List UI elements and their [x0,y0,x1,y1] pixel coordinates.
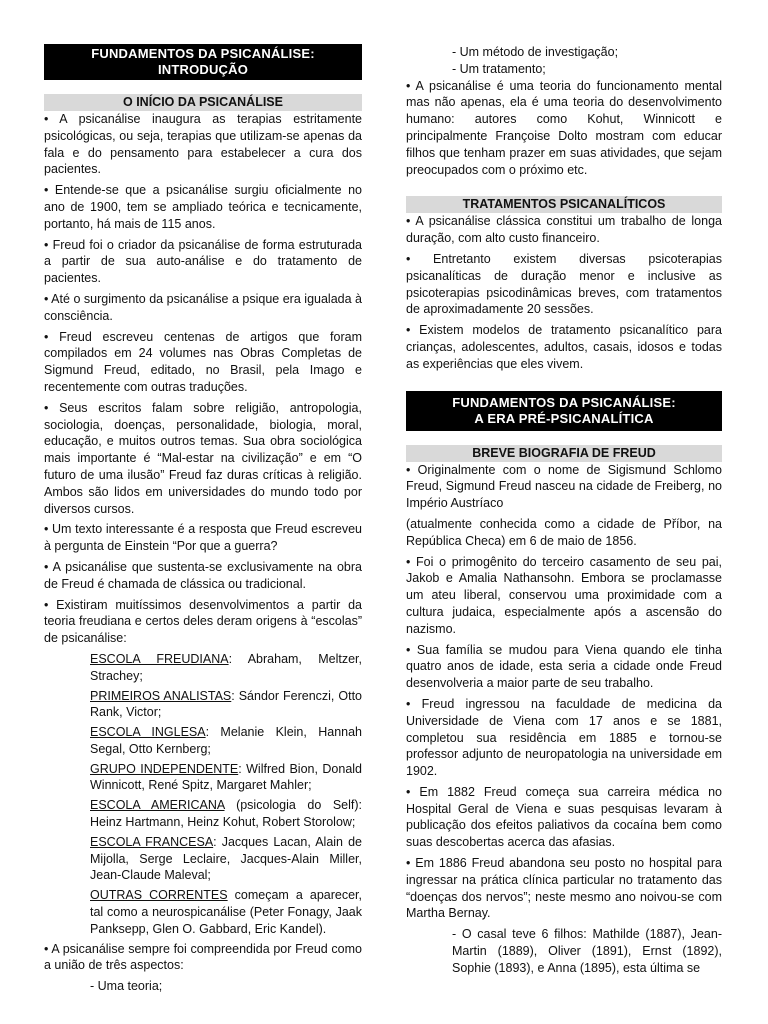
left-column [44,44,362,995]
school-name: OUTRAS CORRENTES [90,888,228,903]
aspect-item: - Um método de investigação; [452,45,619,59]
school-members: : Abraham, Meltzer, Strachey; [90,651,362,683]
paragraph: • Seus escritos falam sobre religião, antropologia, sociologia, doenças, personalidade, biologia, moral, educação, e muitos outros temas. Sua obra sociológica mais importante é “Mal-estar na civilização” e em “O futuro de uma ilusão” Freud faz duras críticas à religião. Ambos são lidos em universidades do mundo todo por diversos cursos. [44,400,362,516]
paragraph: • Existiram muitíssimos desenvolvimentos a partir da teoria freudiana e certos deles deram origens à “escolas” de psicanálise: [44,597,362,646]
paragraph: • A psicanálise inaugura as terapias estritamente psicológicas, ou seja, terapias que utilizam-se apenas da fala e do pensamento para estabelecer a cura dos pacientes. [44,112,362,177]
paragraph: • Em 1886 Freud abandona seu posto no hospital para ingressar na prática clínica particular no tratamento das “doenças dos nervos”; neste mesmo ano noivou-se com Martha Bernay. [406,856,722,921]
paragraph: • A psicanálise clássica constitui um trabalho de longa duração, com alto custo financeiro. [406,214,722,246]
school-item [90,797,362,831]
school-members: : Melanie Klein, Hannah Segal, Otto Kernberg; [90,725,362,756]
school-name: ESCOLA INGLESA [90,725,206,740]
paragraph: • Freud foi o criador da psicanálise de forma estruturada a partir de sua auto-análise e do tratamento de pacientes. [44,237,362,286]
school-item [90,761,362,795]
paragraph: • Em 1882 Freud começa sua carreira médica no Hospital Geral de Viena e suas pesquisas levaram à publicação dos efeitos paliativos da cocaína bem como suas descobertas acerca das afasias. [406,784,722,850]
school-members: : Sándor Ferenczi, Otto Rank, Victor; [90,688,362,720]
title-line: A ERA PRÉ-PSICANALÍTICA [474,410,654,426]
school-item [90,724,362,758]
paragraph: • Entende-se que a psicanálise surgiu oficialmente no ano de 1900, tem se ampliado teórica e tecnicamente, portanto, há mais de 115 anos. [44,183,362,231]
aspect-item: - Um tratamento; [452,61,546,76]
section-heading-inicio: O INÍCIO DA PSICANÁLISE [44,94,362,111]
school-name: PRIMEIROS ANALISTAS [90,688,232,703]
paragraph: (atualmente conhecida como a cidade de Příbor, na República Checa) em 6 de maio de 1856. [406,516,722,548]
school-name: ESCOLA FRANCESA [90,834,214,849]
school-item [90,834,362,884]
paragraph: • A psicanálise é uma teoria do funcionamento mental mas não apenas, ela é uma teoria do desenvolvimento humano: autores como Kohut, Winnicott e principalmente Françoise Dolto mostram com educar filhos que tenham prazer em suas atividades, que sejam preocupados com o próximo etc. [406,78,722,177]
paragraph: • Foi o primogênito do terceiro casamento de seu pai, Jakob e Amalia Nathansohn. Embora se proclamasse um ateu liberal, conservou uma proximidade com a cultura judaica, especialmente após a ascensão do nazismo. [406,554,722,636]
school-members: (psicologia do Self): Heinz Hartmann, Heinz Kohut, Robert Storolow; [90,798,362,830]
section-heading-tratamentos: TRATAMENTOS PSICANALÍTICOS [406,196,722,213]
paragraph: • Existem modelos de tratamento psicanalítico para crianças, adolescentes, adultos, casais, idosos e todas as experiências que eles vivem. [406,323,722,371]
main-title: FUNDAMENTOS DA PSICANÁLISE: INTRODUÇÃO [44,44,362,80]
children-item: - O casal teve 6 filhos: Mathilde (1887), Jean-Martin (1889), Oliver (1891), Ernst (1892), Sophie (1893), e Anna (1895), esta última se [452,927,722,975]
school-name: GRUPO INDEPENDENTE [90,761,239,776]
section-heading-biografia: BREVE BIOGRAFIA DE FREUD [406,445,722,462]
school-name: ESCOLA AMERICANA [90,798,225,813]
paragraph: • Entretanto existem diversas psicoterapias psicanalíticas de duração menor e inclusive as psicoterapias psicodinâmicas breves, com tratamentos de aproximadamente 20 sessões. [406,251,722,317]
title-line: FUNDAMENTOS DA PSICANÁLISE: [452,394,676,410]
school-name: ESCOLA FREUDIANA [90,651,229,666]
school-item [90,887,362,937]
paragraph: • A psicanálise sempre foi compreendida por Freud como a união de três aspectos: [44,941,362,973]
paragraph: • A psicanálise que sustenta-se exclusivamente na obra de Freud é chamada de clássica ou tradicional. [44,559,362,591]
school-members: começam a aparecer, tal como a neurospicanálise (Peter Fonagy, Jaak Panksepp, Glen O. Gabbard, Eric Kandel). [90,888,363,936]
paragraph: • Originalmente com o nome de Sigismund Schlomo Freud, Sigmund Freud nasceu na cidade de Freiberg, no Império Austríaco [406,462,722,511]
school-members: : Jacques Lacan, Alain de Mijolla, Serge Leclaire, Jacques-Alain Miller, Jean-Claude Maleval; [90,834,362,883]
paragraph: • Um texto interessante é a resposta que Freud escreveu à pergunta de Einstein “Por que a guerra? [44,522,362,554]
paragraph: • Até o surgimento da psicanálise a psique era igualada à consciência. [44,291,362,323]
section-title-era-pre-psicanalitica [406,391,722,431]
aspect-item: - Uma teoria; [90,979,163,994]
paragraph: • Sua família se mudou para Viena quando ele tinha quatro anos de idade, esta seria a cidade onde Freud desenvolveria a maior parte de seu trabalho. [406,642,722,691]
school-item [90,688,362,722]
paragraph: • Freud ingressou na faculdade de medicina da Universidade de Viena com 17 anos e se 1881, completou sua residência em 1885 e tornou-se professor adjunto de neuropatologia na universidade em 1902. [406,696,722,779]
school-members: : Wilfred Bion, Donald Winnicott, René Spitz, Margaret Mahler; [90,761,362,793]
right-column [406,44,722,980]
school-item [90,651,362,685]
paragraph: • Freud escreveu centenas de artigos que foram compilados em 24 volumes nas Obras Completas de Sigmund Freud, editado, no Brasil, pela Imago e recentemente com outras traduções. [44,329,362,394]
